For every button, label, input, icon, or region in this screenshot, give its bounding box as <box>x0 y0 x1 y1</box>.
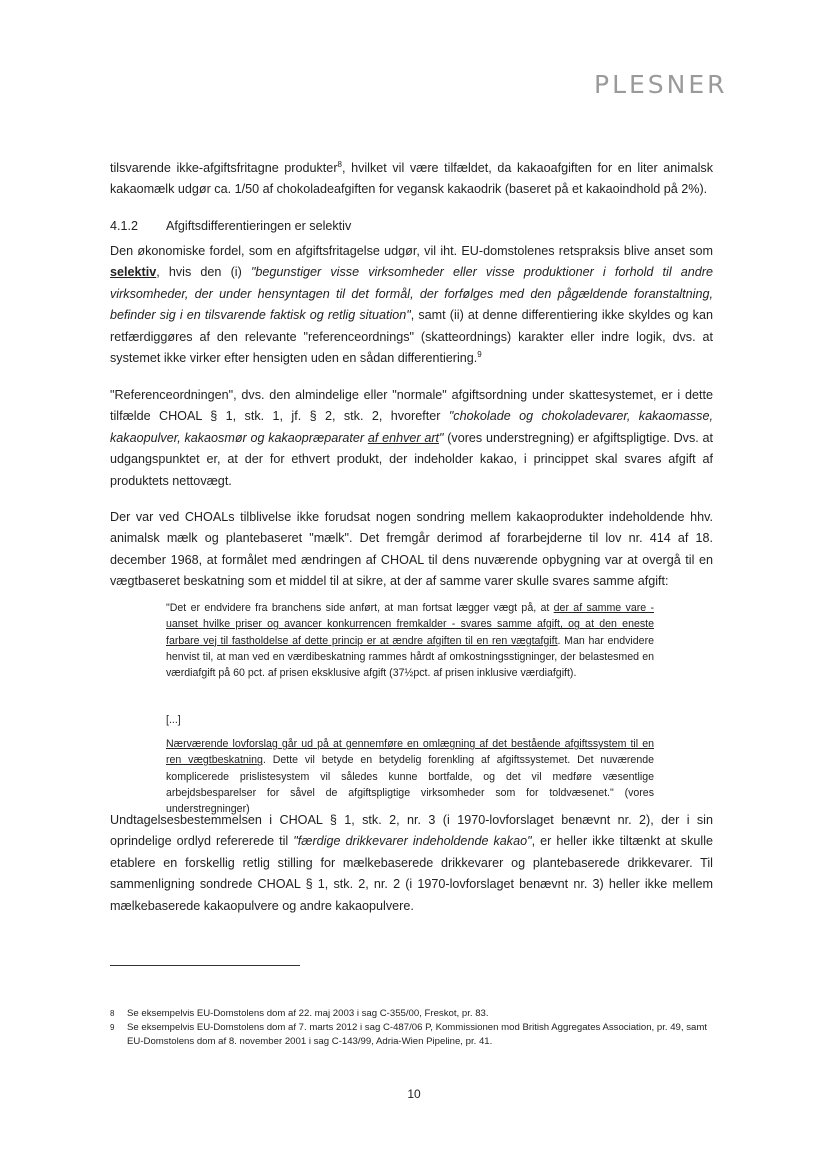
paragraph-exception <box>110 810 713 917</box>
p5-text-b: , er heller ikke tiltænkt at skulle etablere en forskellig retlig stilling for mælkebaserede drikkevarer og plantebaserede drikkevarer. Til sammenligning sondrede CHOAL § 1, stk. 2, nr. 2 (i 1970-lovforslaget benævnt nr. 3) heller ikke mellem mælkebaserede kakaopulvere og andre kakaopulvere. <box>110 834 713 913</box>
p1-text-b: , hvilket vil være tilfældet, da kakaoafgiften for en liter animalsk kakaomælk udgør ca. 1/50 af chokoladeafgiften for vegansk kakaodrik (baseret på et kakaoindhold på 2%). <box>110 161 713 197</box>
quote1-underlined: der af samme vare - uanset hvilke priser og avancer konkurrencen fremkalder - svares samme afgift, og at den eneste farbare vej til fastholdelse af dette princip er at ændre afgiften til en ren vægtafgift <box>166 602 654 647</box>
footnote-9 <box>110 1021 716 1049</box>
quote3-underlined: Nærværende lovforslag går ud på at gennemføre en omlægning af det bestående afgiftssystem til en ren vægtbeskatning <box>166 738 654 767</box>
quote1-text-b: . Man har endvidere henvist til, at man ved en værdibeskatning rammes hårdt af omkostningsstigninger, der belastesmed en værdiafgift på 60 pct. af prisen eksklusive afgift (37½pct. af prisen inklusive værdiafgift). <box>166 634 654 680</box>
section-heading <box>110 219 351 233</box>
p3-italic-underlined: af enhver art <box>367 430 440 445</box>
quote3-text-b: . Dette vil betyde en betydelig forenkling af afgiftssystemet. Det nuværende komplicerede prislistesystem vil således kunne bortfalde, og det vil medføre væsentlige arbejdsbesparelser for såvel de afgiftspligtige virksomheder som for toldvæsenet." (vores understregninger) <box>166 754 654 816</box>
footnote-ref-8[interactable]: 8 <box>337 159 342 169</box>
quote1-text-a: "Det er endvidere fra branchens side anført, at man fortsat lægger vægt på, at <box>166 602 554 614</box>
blockquote-1 <box>166 600 654 681</box>
p3-text-a: "Referenceordningen", dvs. den almindelige eller "normale" afgiftsordning under skattesystemet, er i dette tilfælde CHOAL § 1, stk. 1, jf. § 2, stk. 2, hvorefter <box>110 388 713 424</box>
section-number: 4.1.2 <box>110 219 139 233</box>
footnote-8 <box>110 1007 716 1021</box>
p2-text-b: , hvis den (i) <box>156 265 251 280</box>
blockquote-ellipsis: [...] <box>166 714 181 726</box>
blockquote-2 <box>166 736 654 817</box>
paragraph-intro <box>110 158 713 201</box>
p2-italic-quote: "begunstiger visse virksomheder eller visse produktioner i forhold til andre virksomheder, der under hensyntagen til det formål, der forfølges med den pågældende foranstaltning, befinder sig i en tilsvarende faktisk og retlig situation" <box>110 265 713 323</box>
p3-text-b: (vores understregning) er afgiftspligtige. Dvs. at udgangspunktet er, at der for ethvert produkt, der indeholder kakao, i princippet skal svares afgift af produktets nettovægt. <box>110 430 713 488</box>
p2-bold-term: selektiv <box>110 265 157 280</box>
p5-italic-quote: "færdige drikkevarer indeholdende kakao" <box>293 834 532 849</box>
footnote-text: Se eksempelvis EU-Domstolens dom af 7. marts 2012 i sag C-487/06 P, Kommissionen mod British Aggregates Association, pr. 49, samt EU-Domstolens dom af 8. november 2001 i sag C-143/99, Adria-Wien Pipeline, pr. 41. <box>127 1022 707 1047</box>
p3-italic-quote: "chokolade og chokoladevarer, kakaomasse, kakaopulver, kakaosmør og kakaopræparater <box>110 409 713 445</box>
page-number: 10 <box>407 1087 421 1101</box>
footnote-separator <box>110 965 300 966</box>
footnote-mark: 8 <box>110 1009 115 1018</box>
p3-italic-end: " <box>439 430 444 445</box>
footnote-ref-9[interactable]: 9 <box>477 349 482 359</box>
p2-text-a: Den økonomiske fordel, som en afgiftsfritagelse udgør, vil iht. EU-domstolenes retspraksis blive anset som <box>110 244 713 258</box>
p2-text-c: , samt (ii) at denne differentiering ikke skyldes og kan retfærdiggøres af den relevante "referenceordnings" (skatteordnings) karakter eller indre logik, dvs. at systemet ikke virker efter hensigten uden en sådan differentiering. <box>110 308 713 366</box>
paragraph-choal-history: Der var ved CHOALs tilblivelse ikke forudsat nogen sondring mellem kakaoprodukter indeholdende hhv. animalsk mælk og plantebaseret "mælk". Det fremgår derimod af forarbejderne til lov nr. 414 af 18. december 1968, at formålet med ændringen af CHOAL til dens nuværende opbygning var at overgå til en vægtbaseret beskatning som et middel til at sikre, at der af samme varer skulle svares samme afgift: <box>110 510 713 589</box>
paragraph-reference-system <box>110 385 713 492</box>
p1-text-a: tilsvarende ikke-afgiftsfritagne produkter <box>110 161 338 175</box>
section-title: Afgiftsdifferentieringen er selektiv <box>166 219 352 233</box>
footnote-mark: 9 <box>110 1023 115 1032</box>
p5-text-a: Undtagelsesbestemmelsen i CHOAL § 1, stk. 2, nr. 3 (i 1970-lovforslaget benævnt nr. 2), der i sin oprindelige ordlyd refererede til <box>110 813 713 849</box>
plesner-logo: PLESNER <box>594 70 728 99</box>
paragraph-selectivity <box>110 241 713 369</box>
footnote-text: Se eksempelvis EU-Domstolens dom af 22. maj 2003 i sag C-355/00, Freskot, pr. 83. <box>127 1008 489 1019</box>
